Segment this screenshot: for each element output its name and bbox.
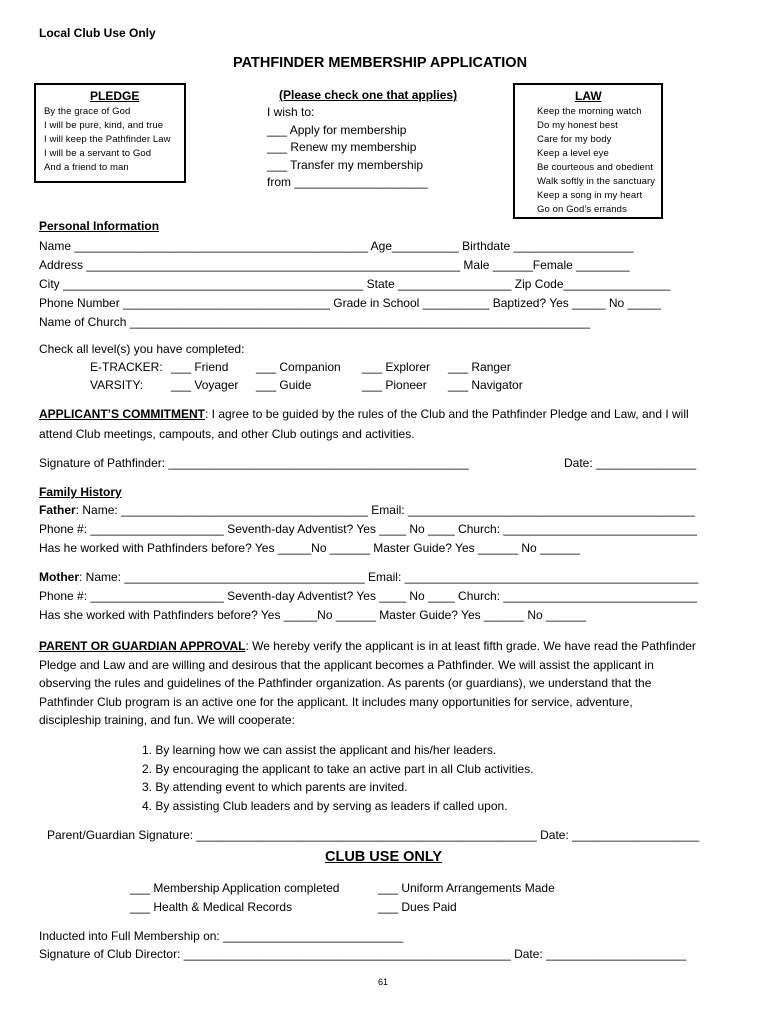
commitment-line-2: attend Club meetings, campouts, and other Club outings and activities. — [39, 427, 415, 441]
father-phone-row[interactable]: Phone #: ____________________ Seventh-day Adventist? Yes ____ No ____ Church: _____________________________ — [39, 522, 697, 536]
apply-title: (Please check one that applies) — [279, 88, 458, 102]
page-number: 61 — [378, 977, 389, 987]
page-title: PATHFINDER MEMBERSHIP APPLICATION — [233, 55, 528, 71]
companion-checkbox[interactable]: ___ Companion — [256, 360, 341, 374]
guardian-heading: PARENT OR GUARDIAN APPROVAL — [39, 639, 246, 653]
pledge-line: By the grace of God — [44, 106, 131, 117]
transfer-option[interactable]: ___ Transfer my membership — [267, 157, 424, 172]
commitment-line-1 — [39, 407, 689, 421]
law-line: Care for my body — [537, 134, 612, 145]
family-heading: Family History — [39, 485, 122, 499]
father-name-email-text: : Name: _____________________________________ Email: ___________________________________________ — [75, 503, 695, 517]
commitment-text: : I agree to be guided by the rules of the Club and the Pathfinder Pledge and Law, and I will — [205, 407, 689, 421]
name-age-birthdate-row[interactable]: Name ____________________________________________ Age__________ Birthdate __________________ — [39, 239, 634, 253]
guardian-list — [142, 741, 534, 815]
law-line: Keep the morning watch — [537, 106, 642, 117]
father-pathfinder-row[interactable]: Has he worked with Pathfinders before? Yes _____No ______ Master Guide? Yes ______ No ______ — [39, 541, 581, 555]
levels-prompt: Check all level(s) you have completed: — [39, 342, 245, 356]
phone-grade-baptized-row[interactable]: Phone Number _______________________________ Grade in School __________ Baptized? Yes _____ No _____ — [39, 296, 661, 310]
friend-checkbox[interactable]: ___ Friend — [171, 360, 229, 374]
pledge-box — [34, 83, 186, 183]
pioneer-checkbox[interactable]: ___ Pioneer — [362, 378, 427, 392]
law-line: Keep a level eye — [537, 148, 609, 159]
guardian-signature-field[interactable]: Parent/Guardian Signature: ___________________________________________________ Date: ___________________ — [47, 828, 699, 842]
health-records-checkbox[interactable]: ___ Health & Medical Records — [130, 900, 293, 914]
mother-pathfinder-row[interactable]: Has she worked with Pathfinders before? Yes _____No ______ Master Guide? Yes ______ No ______ — [39, 608, 587, 622]
guardian-paragraph — [39, 637, 696, 730]
etracker-label: E-TRACKER: — [90, 360, 163, 374]
law-title: LAW — [575, 89, 602, 103]
law-text — [537, 105, 655, 217]
commitment-heading: APPLICANT’S COMMITMENT — [39, 407, 205, 421]
club-use-heading: CLUB USE ONLY — [325, 849, 443, 865]
address-gender-row[interactable]: Address ________________________________________________________ Male ______Female ________ — [39, 258, 630, 272]
mother-phone-row[interactable]: Phone #: ____________________ Seventh-day Adventist? Yes ____ No ____ Church: _____________________________ — [39, 589, 697, 603]
mother-name-email-row[interactable] — [39, 570, 698, 584]
law-box — [513, 83, 663, 219]
director-signature-field[interactable]: Signature of Club Director: _________________________________________________ Date: _____________________ — [39, 947, 687, 961]
city-state-zip-row[interactable]: City _____________________________________________ State _________________ Zip Code________________ — [39, 277, 671, 291]
father-label: Father — [39, 503, 76, 517]
guide-checkbox[interactable]: ___ Guide — [256, 378, 312, 392]
guardian-line-text: : We hereby verify the applicant is in at least fifth grade. We have read the Pathfinder — [245, 639, 696, 653]
navigator-checkbox[interactable]: ___ Navigator — [448, 378, 523, 392]
inducted-date-field[interactable]: Inducted into Full Membership on: ___________________________ — [39, 929, 404, 943]
apply-options — [267, 104, 428, 192]
voyager-checkbox[interactable]: ___ Voyager — [171, 378, 239, 392]
ranger-checkbox[interactable]: ___ Ranger — [448, 360, 511, 374]
guardian-line — [39, 637, 696, 656]
wish-label: I wish to: — [267, 105, 315, 119]
list-item: 1. By learning how we can assist the applicant and his/her leaders. — [142, 743, 497, 757]
transfer-from-field[interactable]: from ____________________ — [267, 175, 428, 189]
dues-paid-checkbox[interactable]: ___ Dues Paid — [378, 900, 457, 914]
pledge-line: I will be a servant to God — [44, 148, 152, 159]
uniform-arrangements-checkbox[interactable]: ___ Uniform Arrangements Made — [378, 881, 555, 895]
pledge-title: PLEDGE — [90, 89, 140, 103]
apply-option[interactable]: ___ Apply for membership — [267, 122, 407, 137]
pathfinder-signature-field[interactable]: Signature of Pathfinder: _____________________________________________ — [39, 456, 469, 470]
guardian-line: Pathfinder Club program is an active one for the applicant. It includes many opportunities for service, adventure, — [39, 694, 633, 709]
church-name-row[interactable]: Name of Church _____________________________________________________________________ — [39, 315, 591, 329]
law-line: Walk softly in the sanctuary — [537, 176, 656, 187]
explorer-checkbox[interactable]: ___ Explorer — [362, 360, 431, 374]
pledge-line: I will be pure, kind, and true — [44, 120, 164, 131]
pledge-text — [44, 105, 171, 175]
personal-heading: Personal Information — [39, 219, 160, 233]
local-use-label: Local Club Use Only — [39, 26, 156, 40]
father-name-email-row[interactable] — [39, 503, 695, 517]
law-line: Go on God’s errands — [537, 204, 627, 215]
renew-option[interactable]: ___ Renew my membership — [267, 140, 417, 154]
pledge-line: I will keep the Pathfinder Law — [44, 134, 171, 145]
guardian-line: observing the rules and guidelines of the Pathfinder organization. As parents (or guardians), we understand that the — [39, 676, 652, 691]
guardian-line: discipleship training, and fun. We will cooperate: — [39, 713, 295, 728]
pledge-line: And a friend to man — [44, 162, 129, 173]
list-item: 3. By attending event to which parents are invited. — [142, 780, 408, 795]
list-item: 2. By encouraging the applicant to take an active part in all Club activities. — [142, 761, 534, 776]
law-line: Do my honest best — [537, 120, 618, 131]
pathfinder-date-field[interactable]: Date: _______________ — [564, 456, 697, 470]
membership-completed-checkbox[interactable]: ___ Membership Application completed — [130, 881, 340, 895]
guardian-line: Pledge and Law and are willing and desirous that the applicant becomes a Pathfinder. We will assist the applicant in — [39, 657, 654, 672]
law-line: Be courteous and obedient — [537, 162, 654, 173]
law-line: Keep a song in my heart — [537, 190, 643, 201]
varsity-label: VARSITY: — [90, 378, 144, 392]
mother-label: Mother — [39, 570, 79, 584]
personal-fields — [39, 237, 670, 332]
list-item: 4. By assisting Club leaders and by serving as leaders if called upon. — [142, 798, 508, 813]
mother-name-email-text: : Name: ____________________________________ Email: ____________________________________________ — [79, 570, 699, 584]
